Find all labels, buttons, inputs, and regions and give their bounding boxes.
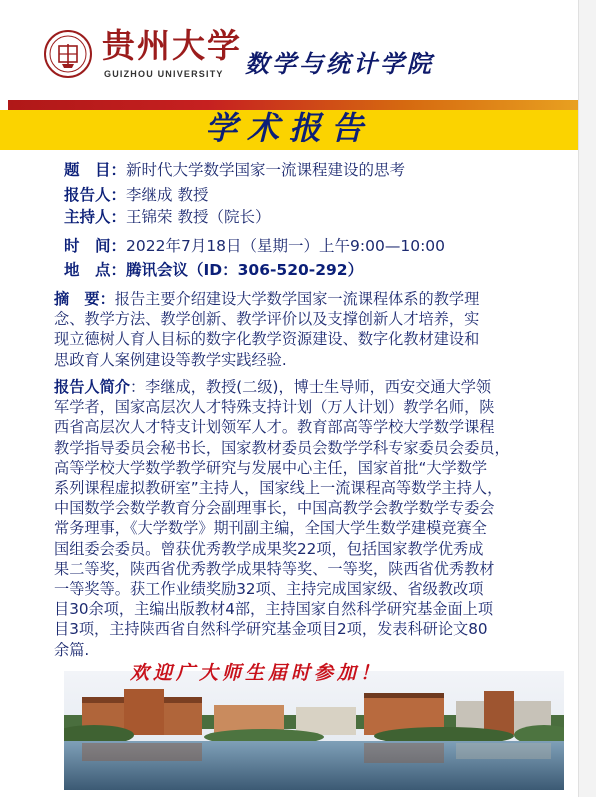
speaker-bio-block — [54, 377, 566, 660]
university-seal-logo — [44, 30, 92, 78]
university-name-cn: 贵州大学 — [102, 26, 242, 65]
university-name-en: GUIZHOU UNIVERSITY — [104, 69, 224, 79]
welcome-message: 欢迎广大师生届时参加！ — [130, 662, 384, 684]
place-label: 地 点： — [64, 261, 127, 279]
abstract-line: 现立德树人育人目标的数字化教学资源建设、数字化教材建设和 — [54, 330, 480, 349]
bio-line: 系列课程虚拟教研室”主持人，国家线上一流课程高等数学主持人， — [54, 479, 503, 498]
host-label: 主持人： — [64, 208, 127, 226]
bio-line: 余篇. — [54, 640, 90, 659]
abstract-line: 念、教学方法、教学创新、教学评价以及支撑创新人才培养，实 — [54, 310, 480, 329]
campus-photo — [64, 671, 564, 790]
abstract-line: 思政育人案例建设等教学实践经验. — [54, 350, 287, 369]
topic-row — [64, 160, 405, 180]
abstract-label: 摘 要： — [54, 290, 115, 308]
bio-line: 一等奖等。获工作业绩奖励32项、主持完成国家级、省级教改项 — [54, 580, 484, 599]
speaker-row — [64, 185, 208, 205]
bio-label: 报告人简介 — [54, 378, 130, 396]
speaker-value: 李继成 教授 — [126, 186, 209, 204]
bio-line: 目30余项，主编出版教材4部，主持国家自然科学研究基金面上项 — [54, 600, 494, 619]
bio-line: 国组委会委员。曾获优秀教学成果奖22项，包括国家教学优秀成 — [54, 539, 484, 558]
bio-line: 军学者，国家高层次人才特殊支持计划（万人计划）教学名师，陕 — [54, 398, 495, 417]
host-value: 王锦荣 教授（院长） — [126, 208, 271, 226]
page-margin — [578, 0, 596, 797]
bio-line: 目3项，主持陕西省自然科学研究基金项目2项，发表科研论文80 — [54, 620, 488, 639]
abstract-block — [54, 289, 566, 370]
place-row — [64, 260, 363, 280]
abstract-line: 摘 要：报告主要介绍建设大学数学国家一流课程体系的教学理 — [54, 290, 480, 308]
bio-line: 教学指导委员会秘书长，国家教材委员会数学学科专家委员会委员， — [54, 438, 510, 457]
school-name: 数学与统计学院 — [245, 49, 434, 78]
bio-line: 高等学校大学数学教学研究与发展中心主任，国家首批“大学数学 — [54, 458, 488, 477]
banner-title: 学术报告 — [204, 109, 373, 147]
bio-line: 报告人简介：李继成，教授(二级)，博士生导师，西安交通大学领 — [54, 378, 492, 396]
time-value: 2022年7月18日（星期一）上午9:00—10:00 — [126, 237, 446, 255]
host-row — [64, 207, 270, 227]
bio-line: 常务理事，《大学数学》期刊副主编，全国大学生数学建模竞赛全 — [54, 519, 487, 538]
time-label: 时 间： — [64, 237, 127, 255]
bio-line: 果二等奖，陕西省优秀教学成果特等奖、一等奖，陕西省优秀教材 — [54, 559, 495, 578]
topic-value: 新时代大学数学国家一流课程建设的思考 — [126, 161, 406, 179]
time-row — [64, 236, 445, 256]
speaker-label: 报告人： — [64, 186, 127, 204]
bio-line: 中国数学会数学教育分会副理事长，中国高教学会教学数学专委会 — [54, 499, 495, 518]
topic-label: 题 目： — [64, 161, 127, 179]
place-value: 腾讯会议（ID：306-520-292） — [126, 261, 364, 279]
bio-line: 西省高层次人才特支计划领军人才。教育部高等学校大学数学课程 — [54, 418, 495, 437]
